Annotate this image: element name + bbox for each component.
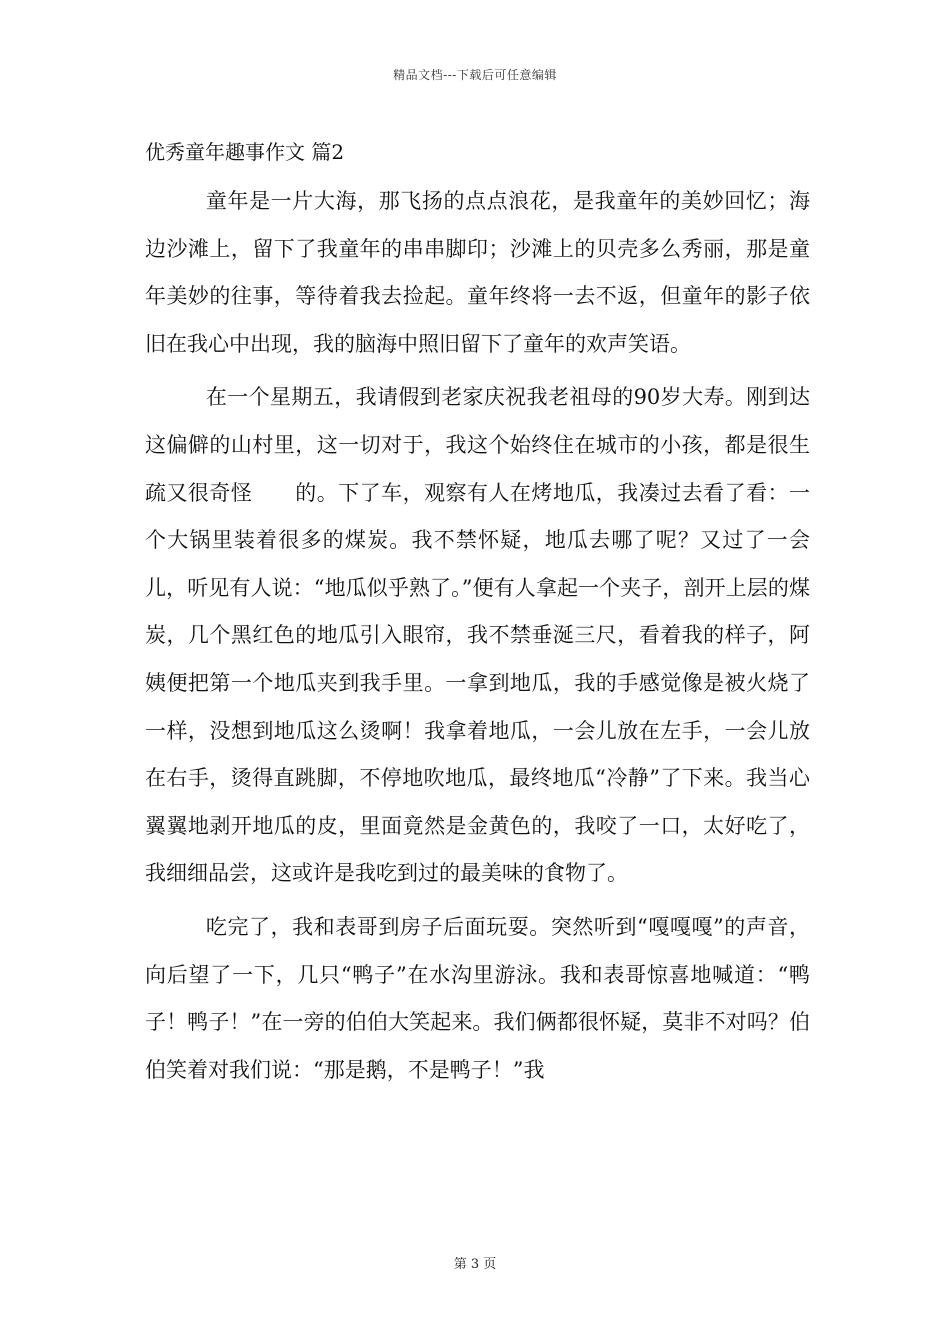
paragraph-2: 在一个星期五，我请假到老家庆祝我老祖母的90岁大寿。刚到达这偏僻的山村里，这一切对于，我这个始终住在城市的小孩，都是很生疏又很奇怪 的。下了车，观察有人在烤地瓜，我凑过去看了看：一个大锅里装着很多的煤炭。我不禁怀疑，地瓜去哪了呢？又过了一会儿，听见有人说：“地瓜似乎熟了。”便有人拿起一个夹子，剖开上层的煤炭，几个黑红色的地瓜引入眼帘，我不禁垂涎三尺，看着我的样子，阿姨便把第一个地瓜夹到我手里。一拿到地瓜，我的手感觉像是被火烧了一样，没想到地瓜这么烫啊！我拿着地瓜，一会儿放在左手，一会儿放在右手，烫得直跳脚，不停地吹地瓜，最终地瓜“冷静”了下来。我当心翼翼地剥开地瓜的皮，里面竟然是金黄色的，我咬了一口，太好吃了，我细细品尝，这或许是我吃到过的最美味的食物了。 [145,385,810,886]
document-title: 优秀童年趣事作文 篇2 [145,140,345,164]
paragraph-1: 童年是一片大海，那飞扬的点点浪花，是我童年的美妙回忆；海边沙滩上，留下了我童年的串串脚印；沙滩上的贝壳多么秀丽，那是童年美妙的往事，等待着我去捡起。童年终将一去不返，但童年的影子依旧在我心中出现，我的脑海中照旧留下了童年的欢声笑语。 [145,189,810,356]
page-number: 第 3 页 [453,1257,497,1272]
page-header: 精品文档---下载后可任意编辑 [393,68,557,82]
document-body [145,178,810,1100]
paragraph-3: 吃完了，我和表哥到房子后面玩耍。突然听到“嘎嘎嘎”的声音，向后望了一下，几只“鸭子”在水沟里游泳。我和表哥惊喜地喊道：“鸭子！鸭子！”在一旁的伯伯大笑起来。我们俩都很怀疑，莫非不对吗？伯伯笑着对我们说：“那是鹅，不是鸭子！”我 [145,914,810,1082]
